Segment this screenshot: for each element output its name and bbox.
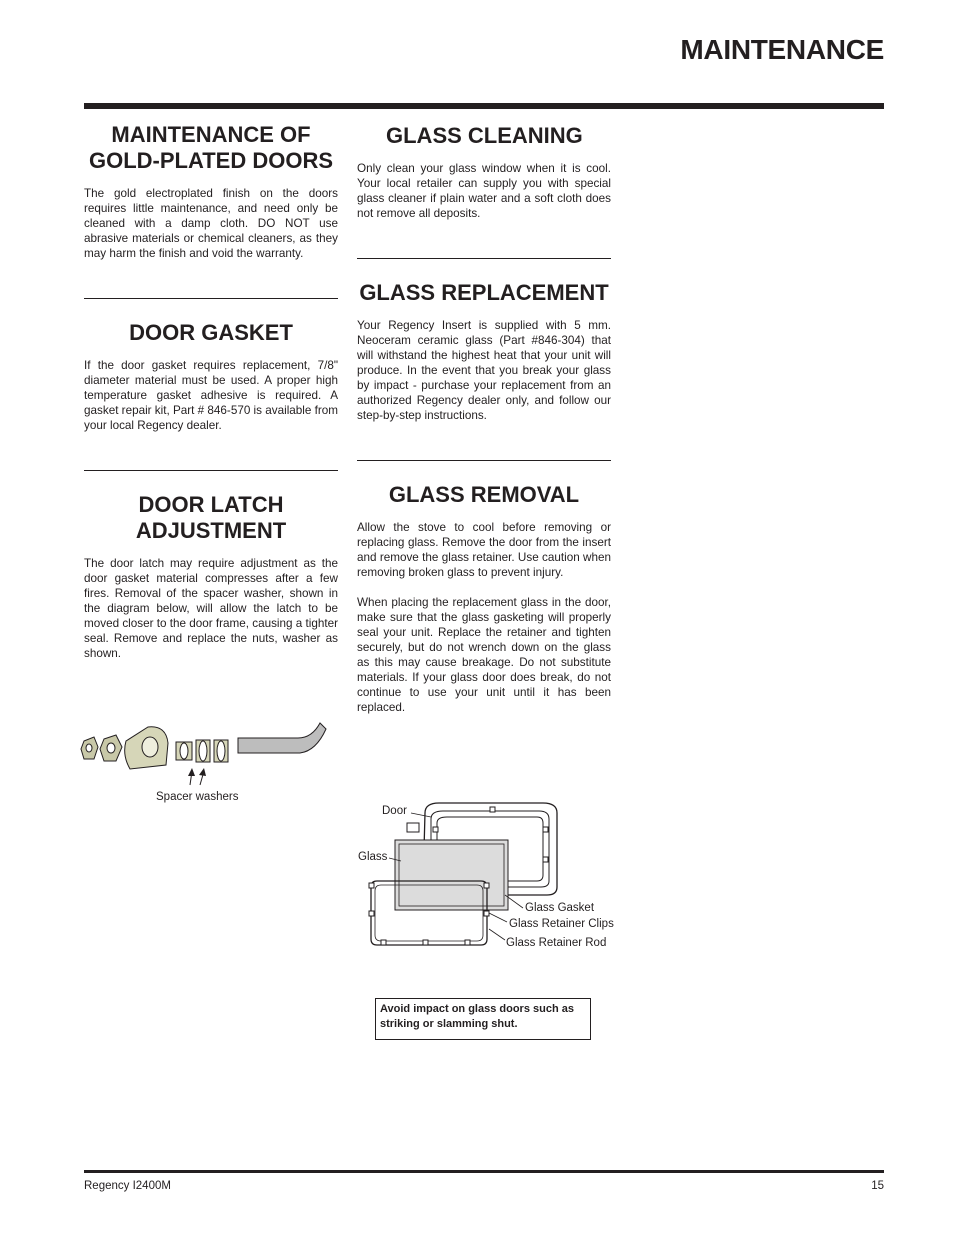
latch-diagram xyxy=(80,715,330,810)
glass-label: Glass xyxy=(358,851,388,863)
spacer-washer-icon xyxy=(176,742,192,760)
spacer-washer-icon xyxy=(196,740,210,762)
spacer-washers-label: Spacer washers xyxy=(156,791,239,803)
section-divider xyxy=(84,470,338,471)
glass-replacement-heading: GLASS REPLACEMENT xyxy=(359,280,609,305)
door-latch-heading-line2: ADJUSTMENT xyxy=(135,518,287,543)
footer-model: Regency I2400M xyxy=(84,1180,171,1192)
glass-door-diagram xyxy=(355,795,630,960)
glass-removal-heading: GLASS REMOVAL xyxy=(388,482,580,507)
latch-cam-icon xyxy=(125,727,168,769)
latch-rod xyxy=(238,723,326,753)
glass-cleaning-text: Only clean your glass window when it is cool. Your local retailer can supply you with special glass cleaner if plain water and a soft cloth does not remove all deposits. xyxy=(357,162,611,220)
gold-doors-heading xyxy=(84,122,338,174)
door-latch-heading xyxy=(84,492,338,544)
gold-doors-heading-line1: MAINTENANCE OF xyxy=(111,122,311,147)
footer-rule xyxy=(84,1170,884,1173)
spacer-washer-icon xyxy=(214,740,228,762)
page-number: 15 xyxy=(871,1180,884,1192)
glass-retainer-clips-label: Glass Retainer Clips xyxy=(509,918,614,930)
gold-doors-text: The gold electroplated finish on the doors requires little maintenance, and need only be cleaned with a damp cloth. DO NOT use abrasive materials or chemical cleaners, as they may harm the finish and void the warranty. xyxy=(84,187,338,260)
nut-icon xyxy=(81,737,98,759)
glass-gasket-label: Glass Gasket xyxy=(525,902,595,914)
section-divider xyxy=(357,460,611,461)
door-gasket-text: If the door gasket requires replacement, 7/8" diameter material must be used. A proper high temperature gasket adhesive is required. A gasket repair kit, Part # 846-570 is available from your local Regency dealer. xyxy=(84,359,339,432)
glass-replacement-text: Your Regency Insert is supplied with 5 mm. Neoceram ceramic glass (Part #846-304) that will withstand the highest heat that your unit will produce. In the event that you break your glass by impact - purchase your replacement from an authorized Regency dealer only, and follow our step-by-step instructions. xyxy=(357,319,611,422)
nut-icon xyxy=(100,735,122,761)
glass-retainer-rod-label: Glass Retainer Rod xyxy=(506,937,607,949)
header-rule xyxy=(84,103,884,109)
section-divider xyxy=(84,298,338,299)
glass-removal-text-2: When placing the replacement glass in the door, make sure that the glass gasketing will properly seal your unit. Replace the retainer and tighten securely, but do not wrench down on the glass as this may cause breakage. Do not substitute materials. If your glass door does break, do not continue to use your unit until it has been replaced. xyxy=(357,596,611,714)
warning-callout: Avoid impact on glass doors such as striking or slamming shut. xyxy=(375,998,591,1040)
page-title: MAINTENANCE xyxy=(680,34,884,65)
glass-removal-text-1: Allow the stove to cool before removing or replacing glass. Remove the door from the insert and remove the glass retainer. Use caution when removing broken glass to prevent injury. xyxy=(357,521,611,579)
door-label: Door xyxy=(382,805,407,817)
glass-pane xyxy=(395,840,508,910)
door-gasket-heading: DOOR GASKET xyxy=(129,320,293,345)
door-latch-heading-line1: DOOR LATCH xyxy=(138,492,284,517)
door-latch-text: The door latch may require adjustment as the door gasket material compresses after a few fires. Removal of the spacer washer, shown in the diagram below, will allow the latch to be moved closer to the door frame, causing a tighter seal. Remove and replace the nuts, washer as shown. xyxy=(84,557,339,660)
gold-doors-heading-line2: GOLD-PLATED DOORS xyxy=(88,148,334,173)
glass-cleaning-heading: GLASS CLEANING xyxy=(386,123,583,148)
section-divider xyxy=(357,258,611,259)
arrow-icon xyxy=(188,768,206,785)
